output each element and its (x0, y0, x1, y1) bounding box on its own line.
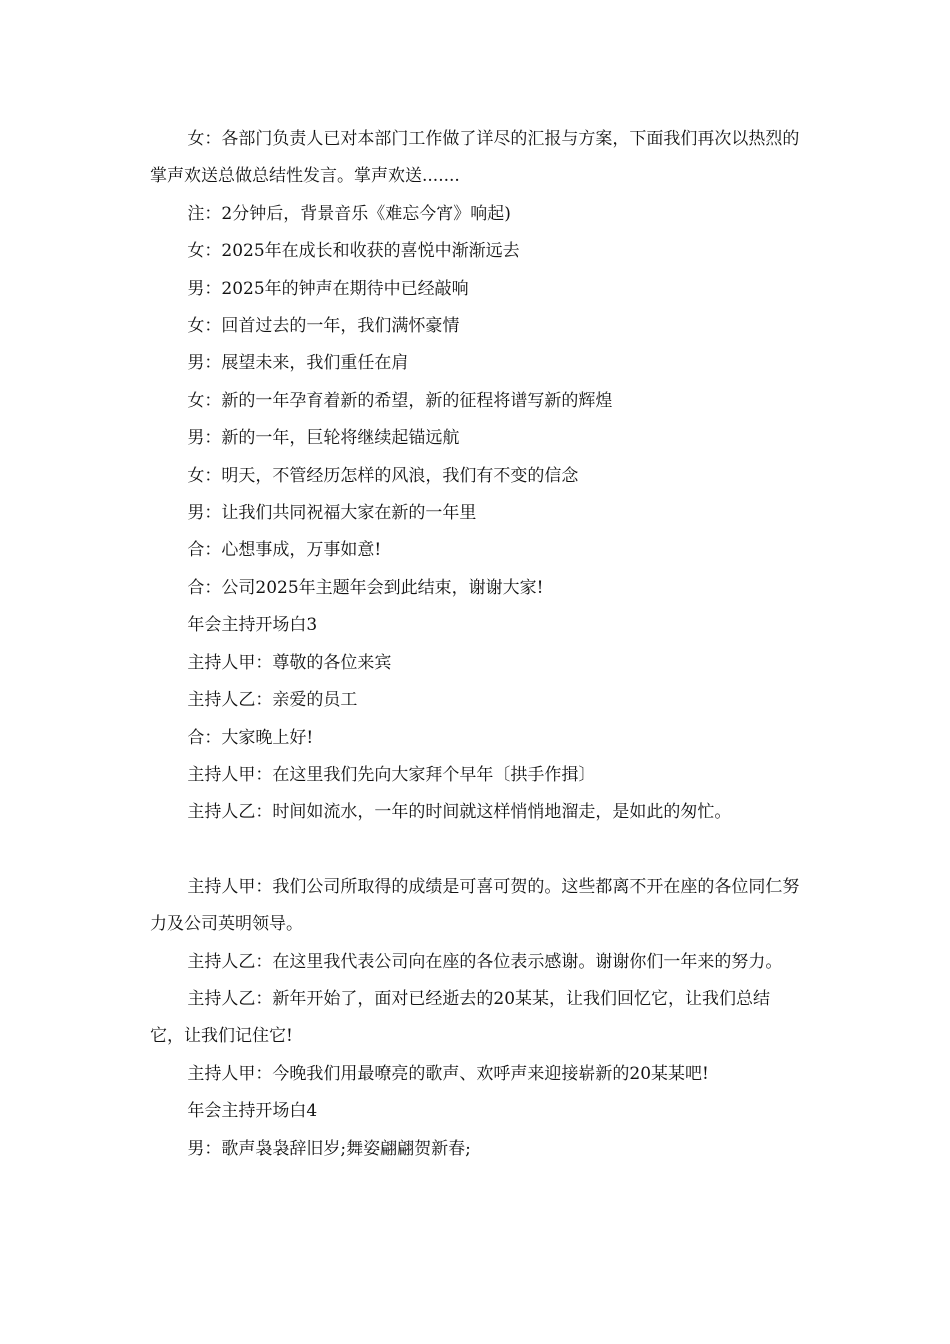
paragraph: 女：回首过去的一年，我们满怀豪情 (187, 316, 460, 337)
paragraph: 注：2分钟后，背景音乐《难忘今宵》响起) (187, 203, 511, 224)
section-heading: 年会主持开场白4 (187, 1101, 318, 1122)
section-heading: 年会主持开场白3 (187, 615, 318, 636)
paragraph: 主持人甲：尊敬的各位来宾 (187, 652, 392, 673)
paragraph: 主持人甲：我们公司所取得的成绩是可喜可贺的。这些都离不开在座的各位同仁努力及公司英明领导。 (150, 876, 800, 935)
paragraph: 男：歌声袅袅辞旧岁;舞姿翩翩贺新春; (187, 1138, 471, 1159)
paragraph: 主持人乙：在这里我代表公司向在座的各位表示感谢。谢谢你们一年来的努力。 (187, 951, 783, 972)
paragraph: 主持人乙：时间如流水，一年的时间就这样悄悄地溜走，是如此的匆忙。 (187, 802, 732, 823)
paragraph: 女：各部门负责人已对本部门工作做了详尽的汇报与方案，下面我们再次以热烈的掌声欢送总做总结性发言。掌声欢送....... (150, 129, 800, 187)
paragraph: 女：新的一年孕育着新的希望，新的征程将谱写新的辉煌 (187, 390, 613, 411)
paragraph: 男：2025年的钟声在期待中已经敲响 (187, 278, 469, 299)
paragraph: 合：大家晚上好! (187, 727, 314, 748)
paragraph: 主持人乙：亲爱的员工 (187, 690, 358, 711)
paragraph: 合：公司2025年主题年会到此结束，谢谢大家! (187, 577, 544, 598)
document-body (150, 121, 802, 1168)
paragraph: 男：展望未来，我们重任在肩 (187, 353, 409, 374)
paragraph: 主持人乙：新年开始了，面对已经逝去的20某某，让我们回忆它，让我们总结它，让我们记住它! (150, 988, 771, 1047)
blank-line (150, 832, 802, 869)
paragraph: 主持人甲：今晚我们用最嘹亮的歌声、欢呼声来迎接崭新的20某某吧! (187, 1063, 709, 1084)
paragraph: 男：让我们共同祝福大家在新的一年里 (187, 503, 477, 524)
paragraph: 合：心想事成，万事如意! (187, 540, 382, 561)
paragraph: 女：2025年在成长和收获的喜悦中渐渐远去 (187, 241, 520, 262)
paragraph: 主持人甲：在这里我们先向大家拜个早年〔拱手作揖〕 (187, 764, 596, 785)
paragraph: 男：新的一年，巨轮将继续起锚远航 (187, 428, 460, 449)
paragraph: 女：明天，不管经历怎样的风浪，我们有不变的信念 (187, 465, 579, 486)
